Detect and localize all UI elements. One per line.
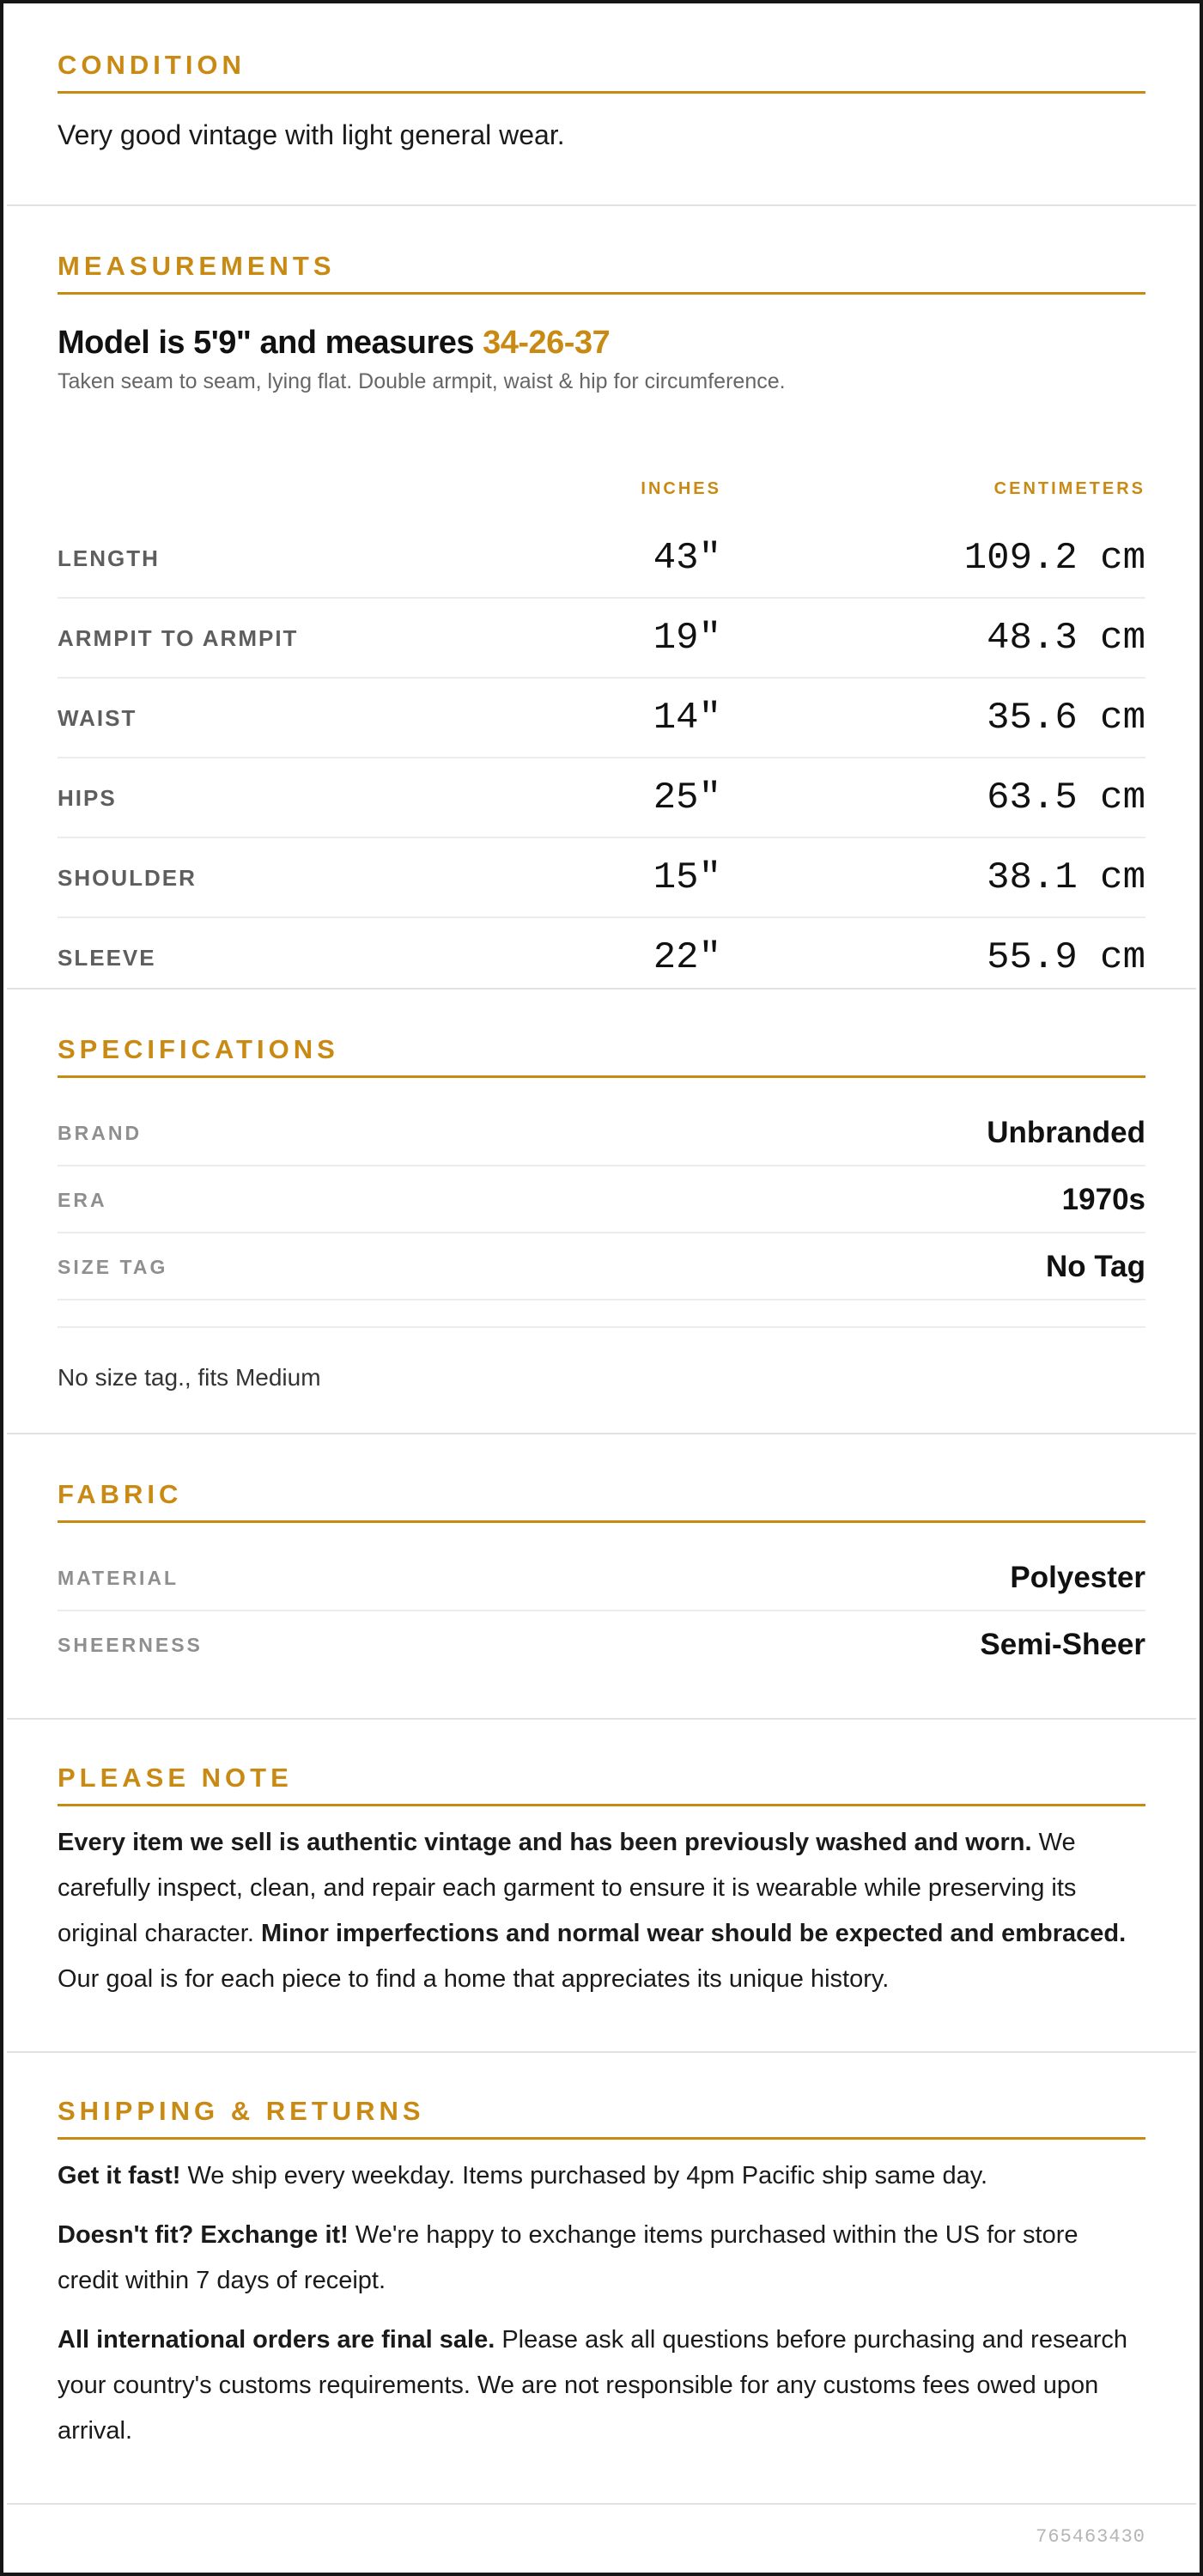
shipping-heading: SHIPPING & RETURNS [58, 2096, 425, 2126]
measurements-note: Taken seam to seam, lying flat. Double armpit, waist & hip for circumference. [58, 369, 786, 393]
measurement-label: SHOULDER [58, 865, 197, 891]
measurement-cm: 109.2 cm [963, 537, 1145, 580]
measurement-cm: 38.1 cm [987, 856, 1145, 899]
spec-row-size-tag [58, 1233, 1145, 1300]
fabric-heading: FABRIC [58, 1479, 183, 1509]
spec-value: 1970s [1061, 1183, 1145, 1216]
fabric-row-sheerness [58, 1611, 1145, 1678]
centimeters-column-header: CENTIMETERS [993, 479, 1145, 498]
specifications-rule [58, 1075, 1145, 1078]
spec-value: No Tag [1045, 1250, 1145, 1283]
please-note-text-2: Our goal is for each piece to find a home that appreciates its unique history. [58, 1965, 890, 1993]
measurement-label: HIPS [58, 785, 117, 811]
shipping-paragraph-1 [58, 2153, 1145, 2199]
please-note-text [58, 1820, 1145, 2002]
please-note-rule [58, 1804, 1145, 1806]
spec-label: SIZE TAG [58, 1256, 168, 1278]
measurements-rule [58, 292, 1145, 295]
fabric-rule [58, 1520, 1145, 1523]
measurement-inches: 43" [653, 537, 721, 580]
model-line [58, 324, 1145, 362]
condition-heading: CONDITION [58, 50, 246, 80]
measurements-heading: MEASUREMENTS [58, 251, 336, 281]
spec-note: No size tag., fits Medium [58, 1364, 321, 1391]
measurement-cm: 48.3 cm [987, 617, 1145, 660]
condition-text: Very good vintage with light general wear. [58, 119, 565, 150]
please-note-heading: PLEASE NOTE [58, 1763, 293, 1793]
shipping-paragraph-2 [58, 2213, 1145, 2304]
measurement-label: ARMPIT TO ARMPIT [58, 625, 299, 651]
condition-rule [58, 91, 1145, 94]
measurement-row [58, 838, 1145, 918]
please-note-text-1: We carefully inspect, clean, and repair each garment to ensure it is wearable while preserving its original character. [58, 1829, 1077, 1947]
shipping-rule [58, 2137, 1145, 2140]
spec-divider [58, 1326, 1145, 1328]
please-note-bold-1: Every item we sell is authentic vintage and has been previously washed and worn. [58, 1829, 1032, 1856]
spec-row-brand [58, 1099, 1145, 1166]
please-note-bold-2: Minor imperfections and normal wear should be expected and embraced. [260, 1920, 1127, 1947]
spec-row-era [58, 1166, 1145, 1233]
fabric-label: SHEERNESS [58, 1634, 203, 1656]
shipping-text-3: Please ask all questions before purchasing and research your country's customs requirements. We are not responsible for any customs fees owed upon arrival. [58, 2326, 1128, 2445]
measurement-row [58, 679, 1145, 758]
specifications-section [7, 990, 1196, 1434]
measurement-cm: 35.6 cm [987, 697, 1145, 740]
fabric-section [7, 1434, 1196, 1720]
shipping-bold-2: Doesn't fit? Exchange it! [58, 2221, 349, 2249]
measurement-inches: 22" [653, 936, 721, 979]
measurement-inches: 25" [653, 776, 721, 819]
shipping-section [7, 2053, 1196, 2505]
measurement-row [58, 758, 1145, 838]
shipping-bold-3: All international orders are final sale. [58, 2326, 495, 2354]
shipping-paragraph-3 [58, 2317, 1145, 2454]
measurement-cm: 63.5 cm [987, 776, 1145, 819]
spec-label: BRAND [58, 1122, 143, 1144]
specifications-heading: SPECIFICATIONS [58, 1034, 339, 1064]
measurement-inches: 19" [653, 617, 721, 660]
measurements-section [7, 206, 1196, 990]
shipping-text-1: We ship every weekday. Items purchased by 4pm Pacific ship same day. [180, 2162, 988, 2189]
model-measure: 34-26-37 [483, 325, 611, 361]
condition-section [7, 3, 1196, 206]
item-id: 765463430 [1036, 2526, 1145, 2548]
inches-column-header: INCHES [641, 479, 721, 498]
measurement-inches: 15" [653, 856, 721, 899]
measurement-label: SLEEVE [58, 945, 156, 971]
measurement-cm: 55.9 cm [987, 936, 1145, 979]
fabric-row-material [58, 1544, 1145, 1611]
measurement-row [58, 599, 1145, 679]
model-prefix: Model is 5'9" and measures [58, 325, 483, 361]
fabric-value: Polyester [1010, 1561, 1145, 1594]
measurement-row [58, 519, 1145, 599]
shipping-text-2: We're happy to exchange items purchased within the US for store credit within 7 days of receipt. [58, 2221, 1078, 2294]
measurement-row [58, 918, 1145, 998]
fabric-label: MATERIAL [58, 1567, 179, 1589]
please-note-section [7, 1720, 1196, 2053]
measurement-label: WAIST [58, 705, 137, 731]
measurement-label: LENGTH [58, 545, 160, 571]
fabric-value: Semi-Sheer [980, 1628, 1145, 1661]
spec-value: Unbranded [987, 1116, 1145, 1149]
measurement-inches: 14" [653, 697, 721, 740]
shipping-bold-1: Get it fast! [58, 2162, 181, 2189]
spec-label: ERA [58, 1189, 107, 1211]
